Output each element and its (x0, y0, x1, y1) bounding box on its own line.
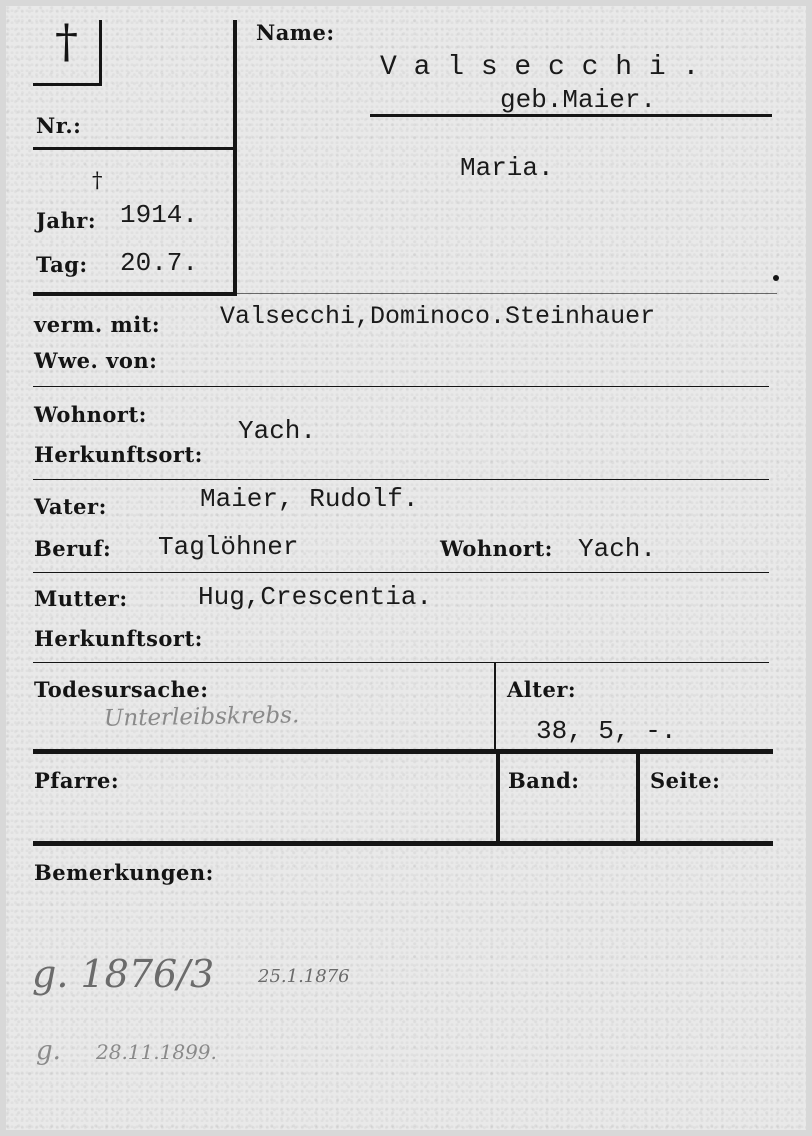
father-value: Maier, Rudolf. (200, 484, 419, 514)
page-label: Seite: (650, 768, 721, 793)
cause-label: Todesursache: (34, 677, 209, 702)
cause-value: Unterleibskrebs. (103, 702, 300, 732)
divider-father (33, 572, 769, 573)
maiden-name: geb.Maier. (500, 85, 657, 115)
father-residence-value: Yach. (578, 534, 657, 564)
mother-label: Mutter: (34, 586, 128, 611)
left-column-divider (233, 20, 237, 296)
remarks-label: Bemerkungen: (34, 860, 214, 885)
widow-label: Wwe. von: (34, 348, 158, 373)
surname: V a l s e c c h i . (380, 52, 700, 83)
father-label: Vater: (34, 494, 107, 519)
nr-section-line (33, 147, 236, 150)
age-value: 38, 5, -. (536, 716, 677, 746)
profession-label: Beruf: (34, 536, 112, 561)
origin-label: Herkunftsort: (34, 442, 203, 467)
note1-date: 25.1.1876 (258, 966, 350, 987)
given-name: Maria. (460, 153, 554, 183)
year-label: Jahr: (36, 208, 97, 233)
day-label: Tag: (36, 252, 88, 277)
mother-value: Hug,Crescentia. (198, 582, 433, 612)
divider-residence (33, 479, 769, 480)
residence-value: Yach. (238, 416, 317, 446)
parish-label: Pfarre: (34, 768, 120, 793)
note2-ref: g. (36, 1036, 61, 1066)
divider-parish-top (33, 749, 773, 754)
note2-date: 28.11.1899. (96, 1040, 217, 1064)
father-residence-label: Wohnort: (440, 536, 553, 561)
mother-origin-label: Herkunftsort: (34, 626, 203, 651)
nr-label: Nr.: (36, 113, 82, 138)
dot-mark (773, 275, 779, 281)
year-value: 1914. (120, 200, 199, 230)
residence-label: Wohnort: (34, 402, 147, 427)
married-label: verm. mit: (34, 312, 161, 337)
cross-symbol: † (55, 14, 79, 68)
note1-ref: g. 1876/3 (32, 952, 215, 996)
married-value: Valsecchi,Dominoco.Steinhauer (220, 302, 656, 331)
header-right-line (237, 293, 777, 294)
cause-age-divider (494, 663, 496, 749)
divider-parish-bottom (33, 841, 773, 846)
divider-widow (33, 386, 769, 387)
band-seite-divider (636, 753, 640, 845)
header-bottom-line (33, 292, 236, 296)
parish-band-divider (496, 753, 500, 845)
name-label: Name: (256, 20, 335, 45)
age-label: Alter: (507, 677, 577, 702)
day-value: 20.7. (120, 248, 199, 278)
volume-label: Band: (508, 768, 580, 793)
cross-box-right-line (99, 20, 102, 86)
divider-mother (33, 662, 769, 663)
death-cross-symbol: † (92, 168, 103, 192)
cross-box-bottom-line (33, 83, 101, 86)
profession-value: Taglöhner (158, 532, 299, 562)
